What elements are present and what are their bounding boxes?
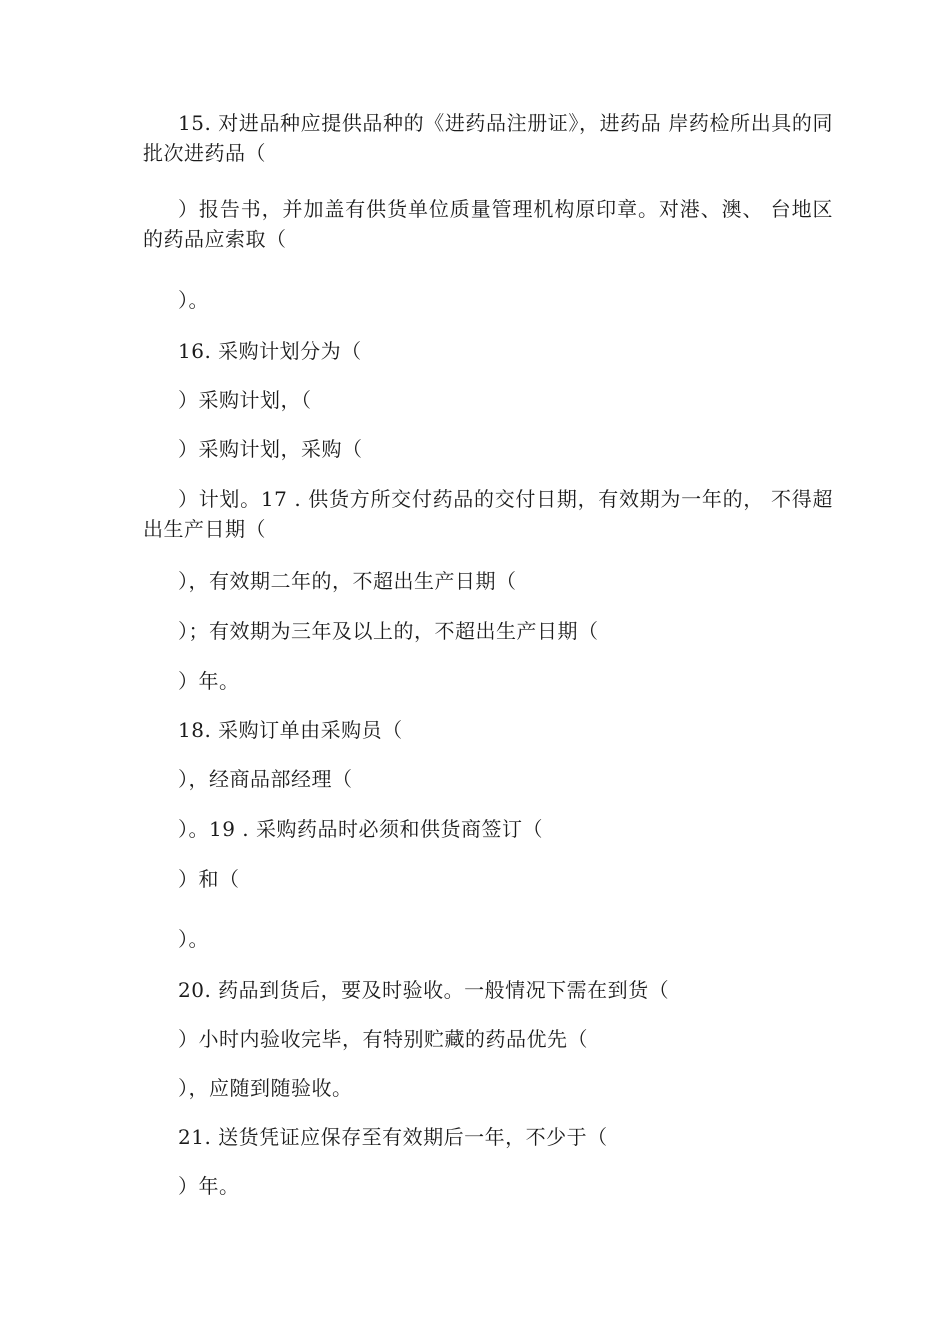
paragraph-q18-cont: ），经商品部经理（ <box>178 767 353 791</box>
paragraph-q15-end: ）。 <box>178 288 209 312</box>
paragraph-q16: 16. 采购计划分为（ <box>178 339 362 363</box>
paragraph-q20-cont: ）小时内验收完毕，有特别贮藏的药品优先（ <box>178 1027 588 1051</box>
paragraph-q20: 20. 药品到货后，要及时验收。一般情况下需在到货（ <box>178 978 670 1002</box>
paragraph-q17-end: ）年。 <box>178 669 240 693</box>
paragraph-q20-end: ），应随到随验收。 <box>178 1076 353 1100</box>
paragraph-q19-cont: ）和（ <box>178 867 240 891</box>
paragraph-q21-end: ）年。 <box>178 1174 240 1198</box>
paragraph-q17-cont-2: ）；有效期为三年及以上的，不超出生产日期（ <box>178 619 599 643</box>
paragraph-q15-cont: ）报告书，并加盖有供货单位质量管理机构原印章。对港、澳、 台地区的药品应索取（ <box>143 197 833 251</box>
paragraph-q15: 15. 对进品种应提供品种的《进药品注册证》，进药品 岸药检所出具的同批次进药品（ <box>143 111 833 165</box>
paragraph-q19-end: ）。 <box>178 927 209 951</box>
paragraph-q19: ）。19 . 采购药品时必须和供货商签订（ <box>178 817 544 841</box>
paragraph-q17-cont-1: ），有效期二年的，不超出生产日期（ <box>178 569 517 593</box>
paragraph-q18: 18. 采购订单由采购员（ <box>178 718 403 742</box>
paragraph-q21: 21. 送货凭证应保存至有效期后一年，不少于（ <box>178 1125 608 1149</box>
paragraph-q17: ）计划。17 . 供货方所交付药品的交付日期，有效期为一年的， 不得超出生产日期（ <box>143 487 833 541</box>
paragraph-q16-cont-2: ）采购计划，采购（ <box>178 437 363 461</box>
paragraph-q16-cont-1: ）采购计划，（ <box>178 388 312 412</box>
